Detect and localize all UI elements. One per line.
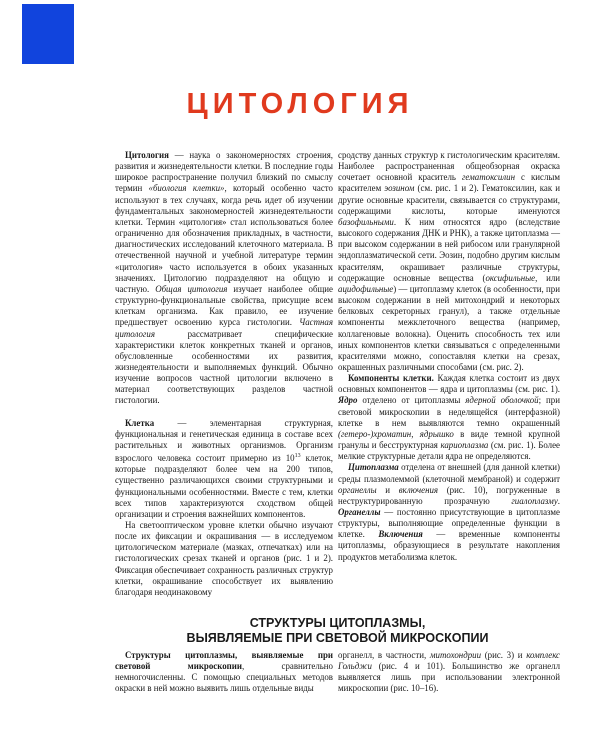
cytoplasm-paragraph: Цитоплазма отделена от внешней (для данной клетки) среды плазмолеммой (клеточной мембраной) и содержит органеллы и включения (рис. 10), погруженные в неструктурированную прозрачную гиалоплазму. Органеллы — постоянно присутствующие в цитоплазме структуры, выполняющие определенные функции в клетке. Включения — временные компоненты цитоплазмы, образующиеся в результате накопления продуктов метаболизма клеток. bbox=[338, 462, 560, 562]
bottom-left-column bbox=[115, 650, 333, 695]
left-column bbox=[115, 150, 333, 598]
cytoplasm-structures-paragraph: Структуры цитоплазмы, выявляемые при световой микроскопии, сравнительно немногочисленны. С помощью специальных методов окраски в ней можно выявить лишь отдельные виды bbox=[115, 650, 333, 694]
organelles-paragraph: органелл, в частности, митохондрии (рис. 3) и комплекс Гольджи (рис. 4 и 101). Большинство же органелл выявляется лишь при использовании электронной микроскопии (рис. 10–16). bbox=[338, 650, 560, 694]
staining-paragraph: сродству данных структур к гистологическим красителям. Наиболее распространенная общеобзорная окраска сочетает основной краситель гематоксилин с кислым красителем эозином (см. рис. 1 и 2). Гематоксилин, как и другие основные красители, связывается со структурами, содержащими кислоты, которые именуются базофильными. К ним относятся ядро (вследствие высокого содержания ДНК и РНК), а также цитоплазма — при высоком содержании в ней рибосом или гранулярной эндоплазматической сети. Эозин, подобно другим кислым красителям, окрашивает различные структуры, содержащие основные вещества (оксифильные, или ацидофильные) — цитоплазму клеток (в особенности, при высоком содержании в ней митохондрий и некоторых белковых секреторных гранул), а также отдельные компоненты межклеточного вещества (например, коллагеновые волокна). Оценить способность тех или иных компонентов клетки связываться с определенными красителями можно, сопоставляя клетки на срезах, окрашенных различными способами (см. рис. 2). bbox=[338, 150, 561, 372]
blue-corner-block bbox=[22, 4, 74, 64]
cytology-paragraph: Цитология — наука о закономерностях строения, развития и жизнедеятельности клетки. В последние годы широкое распространение получил близкий по смыслу термин «биология клетки», который особенно часто используют в тех случаях, когда речь идет об изучении фундаментальных закономерностей жизнедеятельности клетки. Термин «цитология» стал использоваться более ограниченно для обозначения прикладных, в частности, диагностических исследований клеточного материала. В отечественной научной и учебной литературе термин «цитология» часто используется в обоих указанных значениях. Цитологию подразделяют на общую и частную. Общая цитология изучает наиболее общие структурно-функциональные свойства, присущие всем клеткам организма. Как правило, ее изучение предшествует освоению курса гистологии. Частная цитология рассматривает специфические характеристики клеток конкретных тканей и органов, обусловленные особенностями их развития, жизнедеятельности и выполняемых функций. Обычно изучение вопросов частной цитологии включено в материал соответствующих разделов частной гистологии. bbox=[115, 150, 333, 406]
section-heading bbox=[115, 616, 560, 646]
light-microscopy-paragraph: На светооптическом уровне клетки обычно изучают после их фиксации и окрашивания — в исследуемом цитологическом материале (мазках, отпечатках) или на гистологических срезах тканей и органов (рис. 1 и 2). Фиксация обеспечивает сохранность различных структур клетки, окрашивание способствует их выявлению благодаря неодинаковому bbox=[115, 519, 333, 597]
cell-paragraph: Клетка — элементарная структурная, функциональная и генетическая единица в составе всех растительных и животных организмов. Организм взрослого человека состоит примерно из $10^{13}$ клеток, которые подразделяют более чем на 200 типов, существенно различающихся своими структурными и функциональными особенностями. Вместе с тем, клетки всех типов характеризуются сходством общей организации и строения важнейших компонентов. bbox=[115, 417, 333, 519]
section-heading-line-2: ВЫЯВЛЯЕМЫЕ ПРИ СВЕТОВОЙ МИКРОСКОПИИ bbox=[186, 631, 489, 645]
cell-components-paragraph: Компоненты клетки. Каждая клетка состоит из двух основных компонентов — ядра и цитоплазмы (см. рис. 1). Ядро отделено от цитоплазмы ядерной оболочкой; при световой микроскопии в неделящейся (интерфазной) клетке в нем выявляются темно окрашенный (гетеро-)хроматин, ядрышко в виде темной крупной гранулы и бесструктурная кариоплазма (см. рис. 1). Более мелкие структурные детали ядра не определяются. bbox=[338, 373, 560, 462]
section-heading-line-1: СТРУКТУРЫ ЦИТОПЛАЗМЫ, bbox=[249, 616, 426, 630]
right-column bbox=[338, 150, 560, 563]
bottom-right-column bbox=[338, 650, 560, 695]
page-title: ЦИТОЛОГИЯ bbox=[186, 88, 414, 120]
